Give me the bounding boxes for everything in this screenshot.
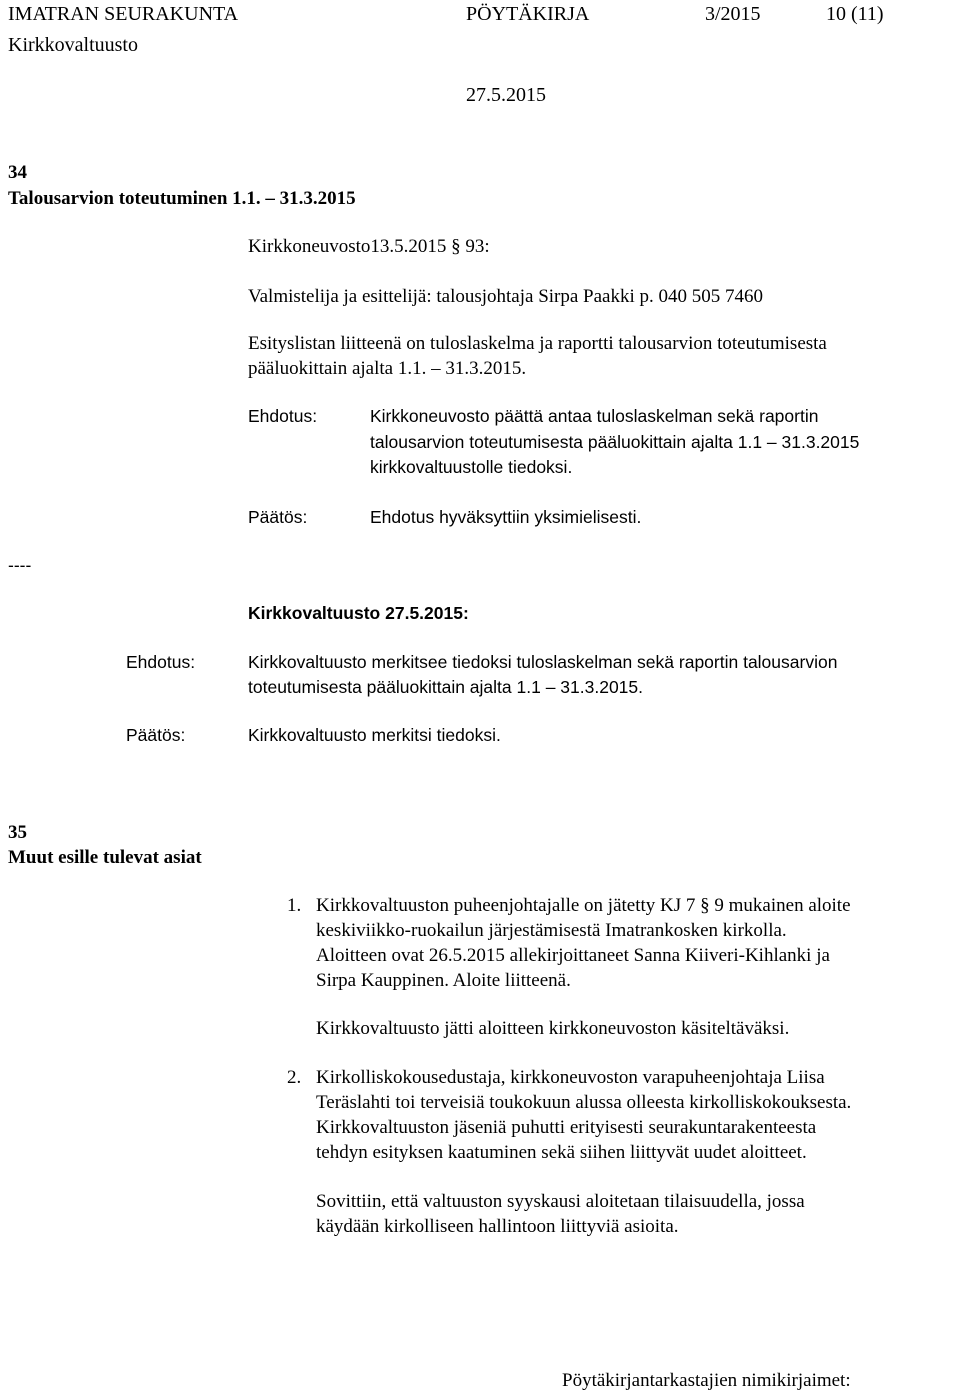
item-2-result-line: käydään kirkolliseen hallintoon liittyviä asioita. [316, 1216, 679, 1237]
item-1-line: Kirkkovaltuuston puheenjohtajalle on jätetty KJ 7 § 9 mukainen aloite [316, 895, 851, 916]
header-doctype: PÖYTÄKIRJA [466, 3, 590, 25]
section-34-reference: Kirkkoneuvosto13.5.2015 § 93: [248, 236, 490, 257]
proposal-line: Kirkkoneuvosto päättä antaa tuloslaskelman sekä raportin [370, 406, 819, 426]
decision-text: Ehdotus hyväksyttiin yksimielisesti. [370, 507, 642, 527]
council-decision-label: Päätös: [126, 725, 186, 745]
item-2-line: Kirkkovaltuuston jäseniä puhutti erityisesti seurakuntarakenteesta [316, 1117, 817, 1138]
item-2-line: Kirkolliskokousedustaja, kirkkoneuvoston varapuheenjohtaja Liisa [316, 1067, 825, 1088]
item-2-line: tehdyn esityksen kaatuminen sekä siihen liittyvät uudet aloitteet. [316, 1142, 807, 1163]
header-date: 27.5.2015 [466, 84, 546, 106]
header-number: 3/2015 [705, 3, 761, 25]
council-proposal-line: toteutumisesta pääluokittain ajalta 1.1 – 31.3.2015. [248, 677, 643, 697]
item-2-result-line: Sovittiin, että valtuuston syyskausi aloitetaan tilaisuudella, jossa [316, 1191, 805, 1212]
proposal-label: Ehdotus: [248, 406, 318, 426]
proposal-line: kirkkovaltuustolle tiedoksi. [370, 457, 573, 477]
header-body: Kirkkovaltuusto [8, 34, 138, 56]
footer-signatures: Pöytäkirjantarkastajien nimikirjaimet: [562, 1370, 851, 1391]
decision-label: Päätös: [248, 507, 308, 527]
section-34-title: Talousarvion toteutuminen 1.1. – 31.3.2015 [8, 188, 356, 209]
section-34-number: 34 [8, 162, 27, 183]
council-proposal-line: Kirkkovaltuusto merkitsee tiedoksi tuloslaskelman sekä raportin talousarvion [248, 652, 838, 672]
council-proposal-label: Ehdotus: [126, 652, 196, 672]
item-1-line: Sirpa Kauppinen. Aloite liitteenä. [316, 970, 571, 991]
item-1-line: Aloitteen ovat 26.5.2015 allekirjoittaneet Sanna Kiiveri-Kihlanki ja [316, 945, 830, 966]
council-heading: Kirkkovaltuusto 27.5.2015: [248, 603, 469, 623]
item-2-number: 2. [287, 1067, 302, 1088]
section-35-number: 35 [8, 822, 27, 843]
item-1-number: 1. [287, 895, 302, 916]
item-1-line: keskiviikko-ruokailun järjestämisestä Imatrankosken kirkolla. [316, 920, 787, 941]
section-34-intro-line: Esityslistan liitteenä on tuloslaskelma ja raportti talousarvion toteutumisesta [248, 333, 827, 354]
council-decision-text: Kirkkovaltuusto merkitsi tiedoksi. [248, 725, 501, 745]
item-2-line: Teräslahti toi terveisiä toukokuun alussa olleesta kirkolliskokouksesta. [316, 1092, 852, 1113]
section-35-title: Muut esille tulevat asiat [8, 847, 202, 868]
separator: ---- [8, 555, 32, 575]
section-34-intro-line: pääluokittain ajalta 1.1. – 31.3.2015. [248, 358, 527, 379]
item-1-result: Kirkkovaltuusto jätti aloitteen kirkkoneuvoston käsiteltäväksi. [316, 1018, 790, 1039]
header-org: IMATRAN SEURAKUNTA [8, 3, 239, 25]
proposal-line: talousarvion toteutumisesta pääluokittain ajalta 1.1 – 31.3.2015 [370, 432, 860, 452]
section-34-preparer: Valmistelija ja esittelijä: talousjohtaja Sirpa Paakki p. 040 505 7460 [248, 286, 764, 307]
header-page: 10 (11) [826, 3, 884, 25]
